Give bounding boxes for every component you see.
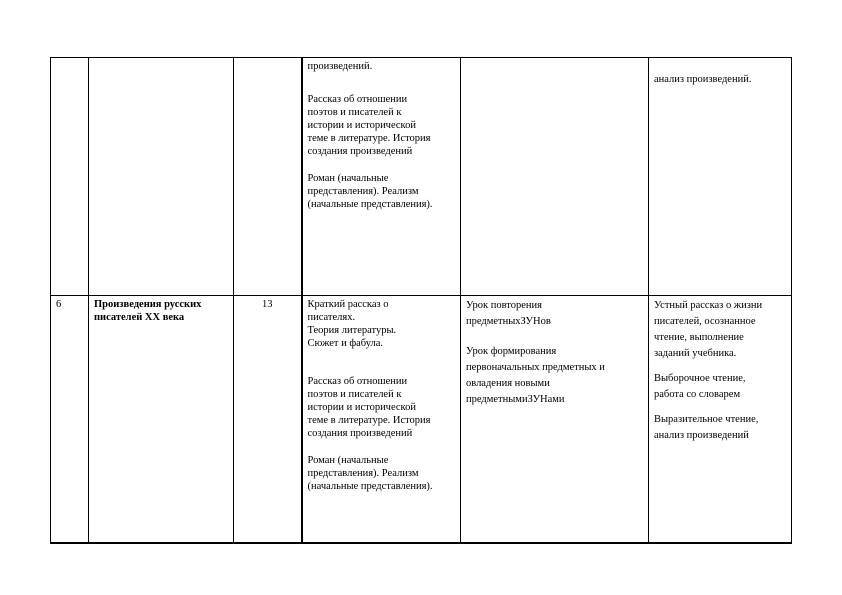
lesson-number-cell: 6 [51, 296, 89, 544]
lesson-plan-table [50, 57, 792, 544]
content-paragraph: Рассказ об отношении поэтов и писателей к истории и исторической теме в литературе. История создания произведений [307, 94, 431, 157]
activities-paragraph: анализ произведений. [654, 74, 752, 85]
lesson-type-paragraph: Урок повторения предметныхЗУНов [466, 300, 551, 327]
lesson-number-cell [51, 58, 89, 296]
topic-cell [89, 58, 234, 296]
content-paragraph: произведений. [307, 61, 373, 72]
content-cell [302, 296, 461, 544]
activities-paragraph: Выразительное чтение, анализ произведений [654, 414, 759, 441]
activities-cell [649, 58, 792, 296]
content-paragraph: Рассказ об отношении поэтов и писателей к истории и исторической теме в литературе. История создания произведений [307, 376, 431, 439]
lesson-type-paragraph: Урок формирования первоначальных предметных и овладения новыми предметнымиЗУНами [466, 346, 605, 405]
lesson-type-cell [461, 58, 649, 296]
activities-paragraph: Выборочное чтение, работа со словарем [654, 373, 746, 400]
activities-cell [649, 296, 792, 544]
content-cell [302, 58, 461, 296]
lesson-type-cell [461, 296, 649, 544]
activities-paragraph: Устный рассказ о жизни писателей, осознанное чтение, выполнение заданий учебника. [654, 300, 763, 359]
content-paragraph: Роман (начальные представления). Реализм (начальные представления). [307, 455, 433, 492]
hours-cell: 13 [234, 296, 302, 544]
content-paragraph: Краткий рассказ о писателях. Теория литературы. Сюжет и фабула. [307, 299, 397, 349]
hours-cell [234, 58, 302, 296]
table-row [51, 296, 792, 544]
content-paragraph: Роман (начальные представления). Реализм (начальные представления). [307, 173, 433, 210]
topic-cell: Произведения русских писателей XX века [89, 296, 234, 544]
table-row [51, 58, 792, 296]
